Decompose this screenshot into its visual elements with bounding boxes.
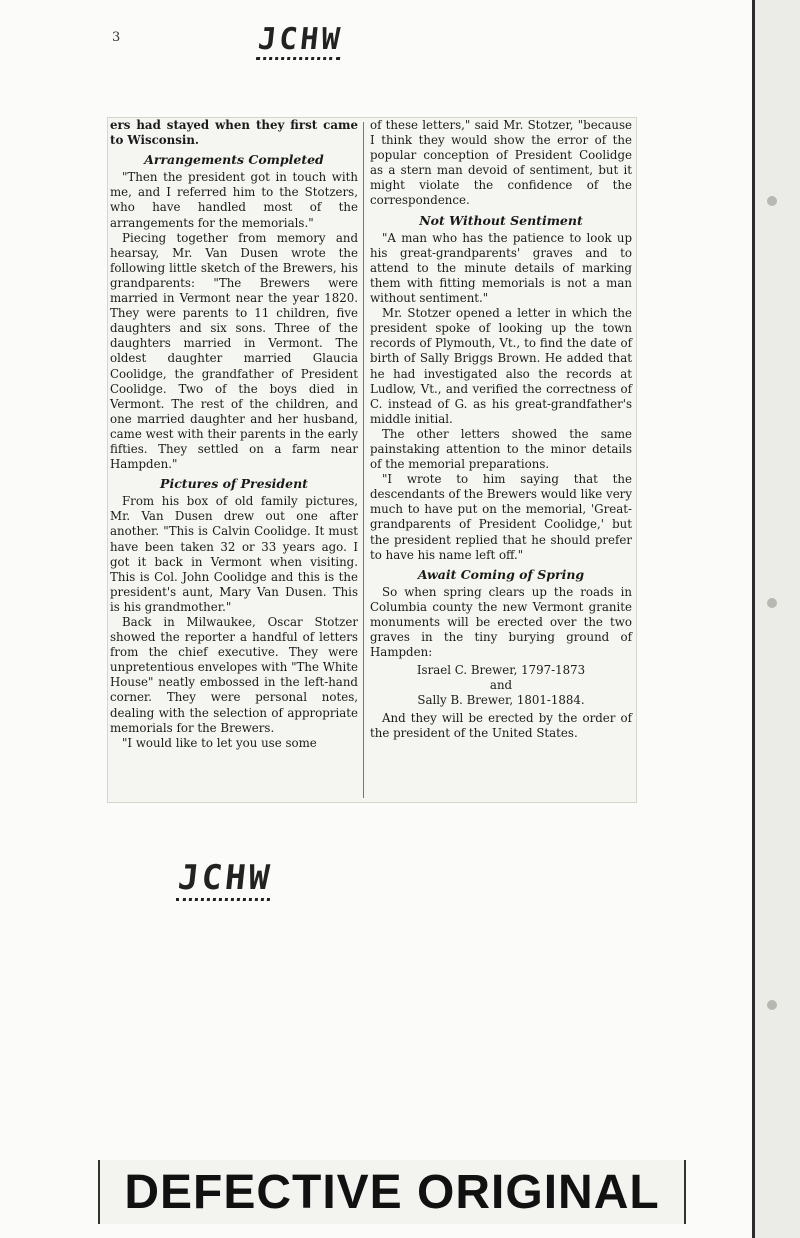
left-column (110, 118, 358, 802)
page-number: 3 (112, 30, 121, 45)
subheading-arrangements: Arrangements Completed (144, 152, 324, 168)
defective-original-stamp (98, 1160, 686, 1224)
paragraph: Piecing together from memory and hearsay, Mr. Van Dusen wrote the following little sketch of the Brewers, his grandparents: "The Brewers were married in Vermont near the year 1820. They were parents to 11 children, five daughters and six sons. Three of the daughters married in Vermont. The oldest daughter married Glaucia Coolidge, the grandfather of President Coolidge. Two of the boys died in Vermont. The rest of the children, and one married daughter and her husband, came west with their parents in the early fifties. They settled on a farm near Hampden." (110, 230, 358, 472)
paragraph: of these letters," said Mr. Stotzer, "because I think they would show the error of the popular conception of President Coolidge as a stern man devoid of sentiment, but it might violate the confidence of the correspondence. (370, 118, 632, 208)
paragraph: "Then the president got in touch with me, and I referred him to the Stotzers, who have handled most of the arrangements for the memorials." (110, 170, 358, 230)
newspaper-clipping (108, 118, 636, 802)
page-edge (752, 0, 800, 1238)
paragraph: Back in Milwaukee, Oscar Stotzer showed the reporter a handful of letters from the chief executive. They were unpretentious envelopes with "The White House" neatly embossed in the left-hand corner. They were personal notes, dealing with the selection of appropriate memorials for the Brewers. (110, 615, 358, 735)
binding-hole (767, 196, 777, 206)
perforation-stamp-top: JCHW (256, 22, 344, 60)
grave-inscription-and: and (489, 678, 513, 693)
right-column (370, 118, 632, 802)
grave-inscription-israel: Israel C. Brewer, 1797-1873 (416, 663, 586, 678)
paragraph: From his box of old family pictures, Mr. Van Dusen drew out one after another. "This is Calvin Coolidge. It must have been taken 32 or 33 years ago. I got it back in Vermont when visiting. This is Col. John Coolidge and this is the president's aunt, Mary Van Dusen. This is his grandmother." (110, 494, 358, 614)
column-rule (363, 122, 364, 798)
paragraph: Mr. Stotzer opened a letter in which the president spoke of looking up the town records of Plymouth, Vt., to find the date of birth of Sally Briggs Brown. He added that he had investigated also the records at Ludlow, Vt., and verified the correctness of C. instead of G. as his great-grandfather's middle initial. (370, 306, 632, 426)
paragraph: And they will be erected by the order of the president of the United States. (370, 710, 632, 740)
subheading-spring: Await Coming of Spring (417, 566, 585, 582)
subheading-pictures: Pictures of President (160, 476, 308, 492)
binding-hole (767, 1000, 777, 1010)
paragraph: "I wrote to him saying that the descendants of the Brewers would like very much to have put on the memorial, 'Great-grandparents of President Coolidge,' but the president replied that he should prefer to have his name left off." (370, 472, 632, 562)
subheading-sentiment: Not Without Sentiment (419, 212, 583, 228)
paragraph: ers had stayed when they first came to Wisconsin. (110, 118, 358, 148)
paragraph: The other letters showed the same painstaking attention to the minor details of the memorial preparations. (370, 426, 632, 472)
paragraph: So when spring clears up the roads in Columbia county the new Vermont granite monuments will be erected over the two graves in the tiny burying ground of Hampden: (370, 584, 632, 660)
grave-inscription-sally: Sally B. Brewer, 1801-1884. (417, 693, 585, 708)
paragraph: "I would like to let you use some (122, 735, 317, 750)
perforation-stamp-bottom: JCHW (176, 858, 274, 901)
paragraph: "A man who has the patience to look up his great-grandparents' graves and to attend to the minute details of marking them with fitting memorials is not a man without sentiment." (370, 230, 632, 306)
stamp-label: DEFECTIVE ORIGINAL (124, 1165, 660, 1219)
binding-hole (767, 598, 777, 608)
